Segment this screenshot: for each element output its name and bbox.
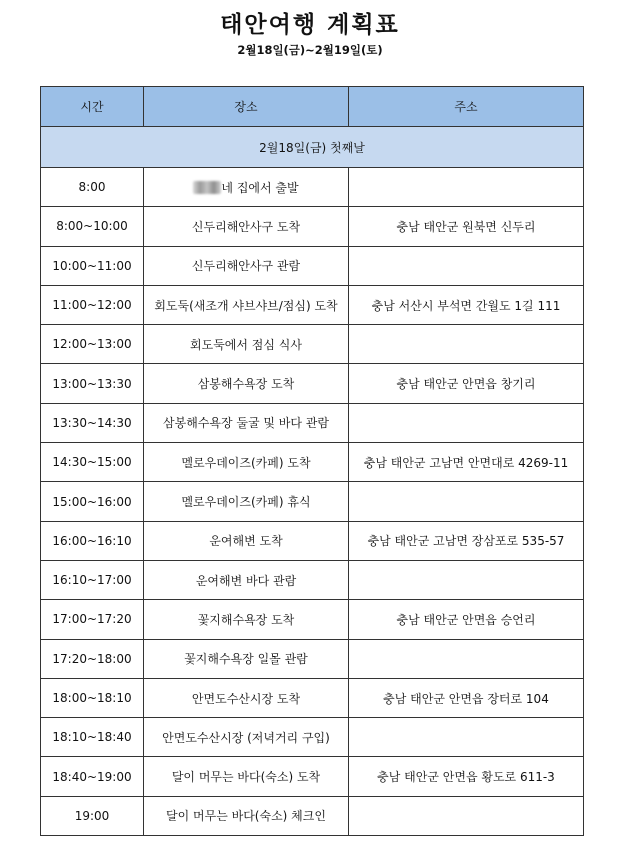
time-cell: 17:00~17:20 (41, 600, 144, 639)
time-cell: 8:00 (41, 168, 144, 207)
place-text: 네 집에서 출발 (221, 180, 299, 195)
address-cell: 충남 태안군 안면읍 황도로 611-3 (349, 757, 584, 796)
time-cell: 14:30~15:00 (41, 443, 144, 482)
header-time: 시간 (41, 87, 144, 127)
time-cell: 10:00~11:00 (41, 246, 144, 285)
date-range-subtitle: 2월18일(금)~2월19일(토) (237, 43, 383, 57)
table-row (41, 521, 584, 560)
table-row (41, 207, 584, 246)
address-cell: 충남 태안군 원북면 신두리 (349, 207, 584, 246)
table-row (41, 443, 584, 482)
table-row (41, 246, 584, 285)
place-cell: 운여해변 바다 관람 (144, 560, 349, 599)
place-cell: 운여해변 도착 (144, 521, 349, 560)
address-cell (349, 246, 584, 285)
time-cell: 13:30~14:30 (41, 403, 144, 442)
address-cell (349, 560, 584, 599)
table-row (41, 560, 584, 599)
time-cell: 12:00~13:00 (41, 325, 144, 364)
time-cell: 8:00~10:00 (41, 207, 144, 246)
time-cell: 13:00~13:30 (41, 364, 144, 403)
place-cell: 안면도수산시장 (저녁거리 구입) (144, 718, 349, 757)
address-cell: 충남 서산시 부석면 간월도 1길 111 (349, 285, 584, 324)
place-cell: 멜로우데이즈(카페) 도착 (144, 443, 349, 482)
place-cell: 회도둑(새조개 샤브샤브/점심) 도착 (144, 285, 349, 324)
place-cell: 달이 머무는 바다(숙소) 도착 (144, 757, 349, 796)
address-cell: 충남 태안군 안면읍 장터로 104 (349, 678, 584, 717)
place-cell: 삼봉해수욕장 둘굴 및 바다 관람 (144, 403, 349, 442)
table-row (41, 796, 584, 835)
place-cell (144, 168, 349, 207)
address-cell: 충남 태안군 안면읍 창기리 (349, 364, 584, 403)
place-cell: 멜로우데이즈(카페) 휴식 (144, 482, 349, 521)
place-cell: 신두리해안사구 도착 (144, 207, 349, 246)
time-cell: 19:00 (41, 796, 144, 835)
address-cell (349, 639, 584, 678)
address-cell (349, 482, 584, 521)
table-row (41, 364, 584, 403)
table-row (41, 757, 584, 796)
table-row (41, 168, 584, 207)
table-row (41, 325, 584, 364)
place-cell: 신두리해안사구 관람 (144, 246, 349, 285)
place-cell: 회도둑에서 점심 식사 (144, 325, 349, 364)
time-cell: 16:00~16:10 (41, 521, 144, 560)
address-cell (349, 403, 584, 442)
table-row (41, 285, 584, 324)
place-cell: 꽃지해수욕장 도착 (144, 600, 349, 639)
table-row (41, 718, 584, 757)
document-title: 태안여행 계획표 (220, 12, 400, 38)
place-cell: 꽃지해수욕장 일몰 관람 (144, 639, 349, 678)
itinerary-table (40, 86, 584, 836)
place-cell: 삼봉해수욕장 도착 (144, 364, 349, 403)
address-cell: 충남 태안군 고남면 안면대로 4269-11 (349, 443, 584, 482)
address-cell (349, 325, 584, 364)
header-row (41, 87, 584, 127)
place-cell: 달이 머무는 바다(숙소) 체크인 (144, 796, 349, 835)
table-row (41, 639, 584, 678)
header-place: 장소 (144, 87, 349, 127)
time-cell: 18:00~18:10 (41, 678, 144, 717)
time-cell: 18:10~18:40 (41, 718, 144, 757)
table-row (41, 482, 584, 521)
day-section-row (41, 127, 584, 168)
table-row (41, 678, 584, 717)
time-cell: 15:00~16:00 (41, 482, 144, 521)
address-cell (349, 718, 584, 757)
table-row (41, 600, 584, 639)
table-row (41, 403, 584, 442)
redacted-name-blur (193, 181, 221, 194)
time-cell: 18:40~19:00 (41, 757, 144, 796)
address-cell (349, 796, 584, 835)
day-section-label: 2월18일(금) 첫째날 (41, 127, 584, 168)
address-cell (349, 168, 584, 207)
time-cell: 17:20~18:00 (41, 639, 144, 678)
header-address: 주소 (349, 87, 584, 127)
time-cell: 11:00~12:00 (41, 285, 144, 324)
address-cell: 충남 태안군 안면읍 승언리 (349, 600, 584, 639)
place-cell: 안면도수산시장 도착 (144, 678, 349, 717)
address-cell: 충남 태안군 고남면 장삼포로 535-57 (349, 521, 584, 560)
time-cell: 16:10~17:00 (41, 560, 144, 599)
